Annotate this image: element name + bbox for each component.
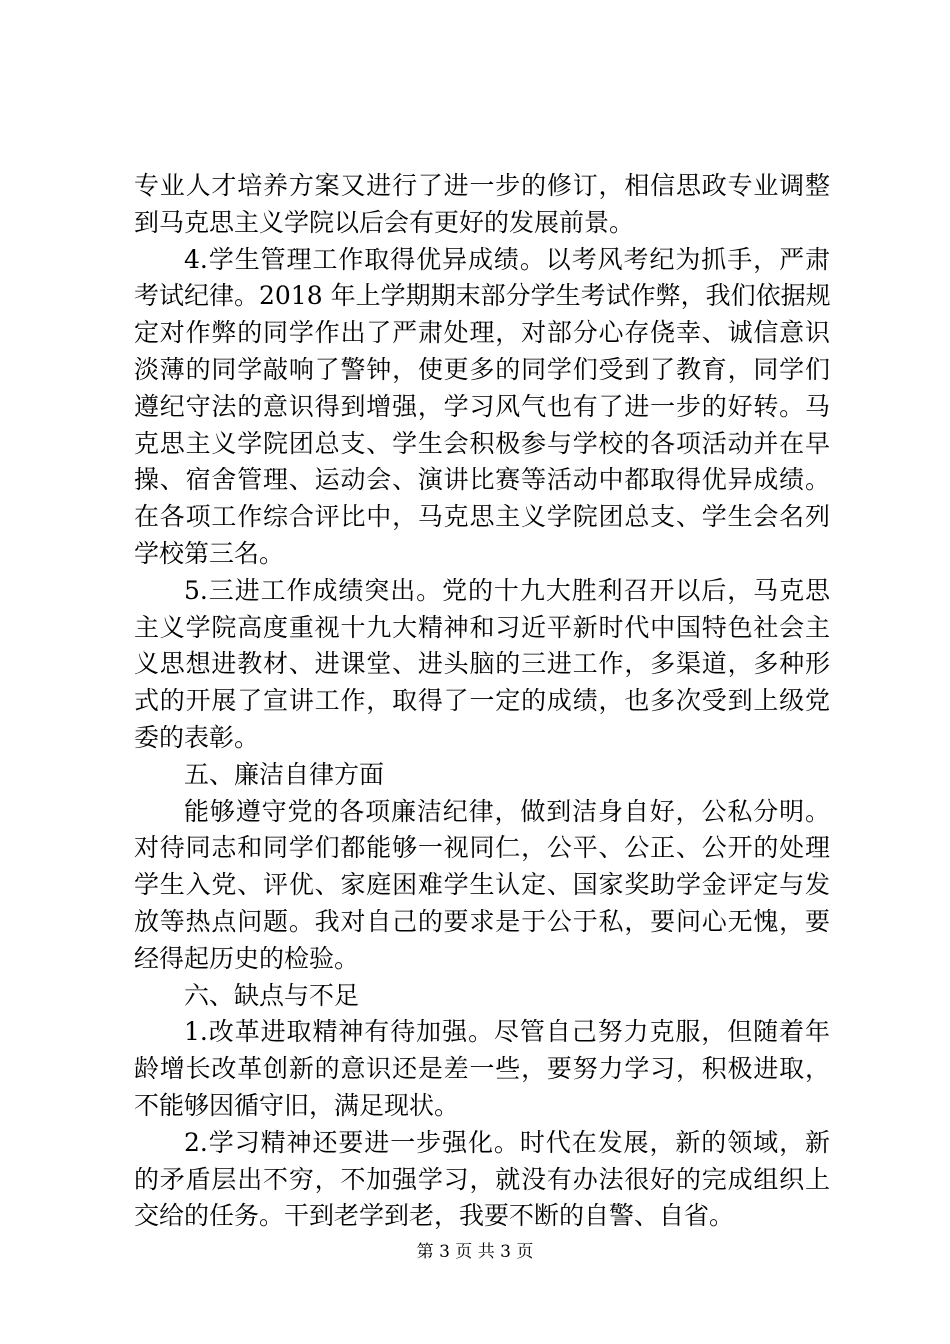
text-line: 的矛盾层出不穷，不加强学习，就没有办法很好的完成组织上 [134, 1164, 830, 1194]
text-line: 淡薄的同学敲响了警钟，使更多的同学们受到了教育，同学们 [134, 354, 830, 384]
text-line: 定对作弊的同学作出了严肃处理，对部分心存侥幸、诚信意识 [134, 318, 830, 348]
text-line: 在各项工作综合评比中，马克思主义学院团总支、学生会名列 [134, 502, 830, 532]
text-line: 5.三进工作成绩突出。党的十九大胜利召开以后，马克思 [184, 575, 830, 605]
text-line: 专业人才培养方案又进行了进一步的修订，相信思政专业调整 [134, 171, 830, 200]
text-line: 交给的任务。干到老学到老，我要不断的自警、自省。 [134, 1201, 735, 1231]
section-heading-integrity: 五、廉洁自律方面 [184, 759, 385, 789]
text-line: 到马克思主义学院以后会有更好的发展前景。 [134, 207, 635, 237]
text-line: 式的开展了宣讲工作，取得了一定的成绩，也多次受到上级党 [134, 686, 830, 716]
document-body [134, 168, 830, 1235]
text-line: 经得起历史的检验。 [134, 943, 360, 973]
text-line: 2.学习精神还要进一步强化。时代在发展，新的领域，新 [184, 1127, 830, 1157]
text-line: 考试纪律。2018 年上学期期末部分学生考试作弊，我们依据规 [134, 281, 831, 311]
section-heading-shortcomings: 六、缺点与不足 [184, 980, 360, 1010]
text-line: 4.学生管理工作取得优异成绩。以考风考纪为抓手，严肃 [184, 244, 830, 274]
page-number-footer: 第 3 页 共 3 页 [416, 1242, 534, 1262]
text-line: 龄增长改革创新的意识还是差一些，要努力学习，积极进取， [134, 1054, 830, 1084]
text-line: 学校第三名。 [134, 538, 285, 568]
text-line: 放等热点问题。我对自己的要求是于公于私，要问心无愧，要 [134, 906, 830, 936]
text-line: 克思主义学院团总支、学生会积极参与学校的各项活动并在早 [134, 428, 830, 458]
text-line: 主义学院高度重视十九大精神和习近平新时代中国特色社会主 [134, 612, 830, 642]
text-line: 1.改革进取精神有待加强。尽管自己努力克服，但随着年 [184, 1017, 830, 1047]
text-line: 能够遵守党的各项廉洁纪律，做到洁身自好，公私分明。 [184, 796, 830, 826]
text-line: 义思想进教材、进课堂、进头脑的三进工作，多渠道，多种形 [134, 649, 830, 679]
text-line: 对待同志和同学们都能够一视同仁，公平、公正、公开的处理 [134, 833, 830, 863]
text-line: 学生入党、评优、家庭困难学生认定、国家奖助学金评定与发 [134, 870, 830, 900]
text-line: 不能够因循守旧，满足现状。 [134, 1090, 460, 1120]
text-line: 操、宿舍管理、运动会、演讲比赛等活动中都取得优异成绩。 [134, 465, 830, 495]
text-line: 委的表彰。 [134, 722, 260, 752]
text-line: 遵纪守法的意识得到增强，学习风气也有了进一步的好转。马 [134, 391, 830, 421]
